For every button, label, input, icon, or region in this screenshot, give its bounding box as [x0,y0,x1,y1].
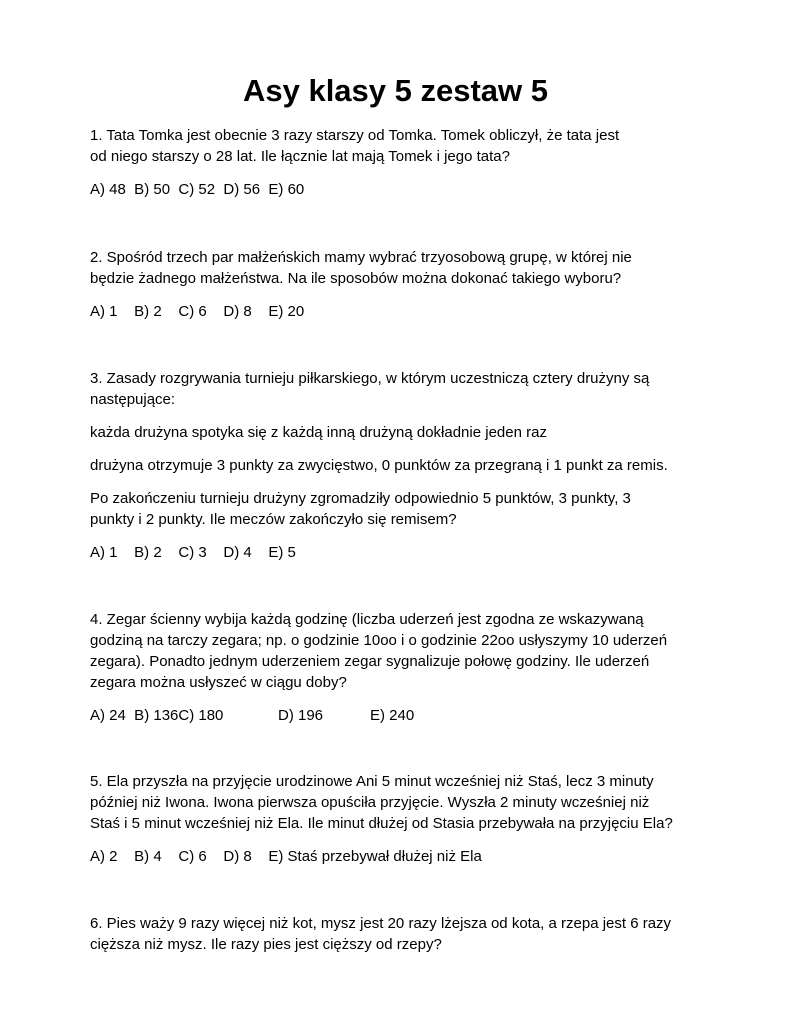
question-2-text-line-1: 2. Spośród trzech par małżeńskich mamy wybrać trzyosobową grupę, w której nie [90,249,632,266]
question-5-text-line-1: 5. Ela przyszła na przyjęcie urodzinowe Ani 5 minut wcześniej niż Staś, lecz 3 minuty [90,773,654,790]
question-5-text-line-2: później niż Iwona. Iwona pierwsza opuściła przyjęcie. Wyszła 2 minuty wcześniej niż [90,794,650,811]
question-1-text-line-2: od niego starszy o 28 lat. Ile łącznie lat mają Tomek i jego tata? [90,148,510,165]
question-4-text-line-1: 4. Zegar ścienny wybija każdą godzinę (liczba uderzeń jest zgodna ze wskazywaną [90,611,644,628]
question-5-answers: A) 2 B) 4 C) 6 D) 8 E) Staś przebywał dłużej niż Ela [90,848,482,865]
question-2-answers: A) 1 B) 2 C) 6 D) 8 E) 20 [90,303,305,320]
question-6-text-line-1: 6. Pies waży 9 razy więcej niż kot, mysz jest 20 razy lżejsza od kota, a rzepa jest 6 razy [90,915,672,932]
question-3-text-line-2: następujące: [90,391,176,408]
question-4-answers [90,706,490,726]
question-3-text-line-4: punkty i 2 punkty. Ile meczów zakończyło się remisem? [90,511,457,528]
question-3-answers: A) 1 B) 2 C) 3 D) 4 E) 5 [90,544,296,561]
question-3-rule-2: drużyna otrzymuje 3 punkty za zwycięstwo, 0 punktów za przegraną i 1 punkt za remis. [90,457,668,474]
question-2-text-line-2: będzie żadnego małżeństwa. Na ile sposobów można dokonać takiego wyboru? [90,270,622,287]
page-title: Asy klasy 5 zestaw 5 [242,73,549,108]
question-3-rule-1: każda drużyna spotyka się z każdą inną drużyną dokładnie jeden raz [90,424,547,441]
question-4-text-line-4: zegara można usłyszeć w ciągu doby? [90,674,347,691]
question-4-text-line-3: zegara). Ponadto jednym uderzeniem zegar sygnalizuje połowę godziny. Ile uderzeń [90,653,650,670]
question-5-text-line-3: Staś i 5 minut wcześniej niż Ela. Ile minut dłużej od Stasia przebywała na przyjęciu Ela? [90,815,673,832]
question-6-text-line-2: cięższa niż mysz. Ile razy pies jest cięższy od rzepy? [90,936,442,953]
question-4-answers-a-c: A) 24 B) 136C) 180 [90,707,224,724]
question-4-answer-d: D) 196 [278,707,324,724]
question-1-text-line-1: 1. Tata Tomka jest obecnie 3 razy starszy od Tomka. Tomek obliczył, że tata jest [90,127,620,144]
question-1-answers: A) 48 B) 50 C) 52 D) 56 E) 60 [90,181,305,198]
question-4-answer-e: E) 240 [370,707,415,724]
question-3-text-line-1: 3. Zasady rozgrywania turnieju piłkarskiego, w którym uczestniczą cztery drużyny są [90,370,650,387]
question-3-text-line-3: Po zakończeniu turnieju drużyny zgromadziły odpowiednio 5 punktów, 3 punkty, 3 [90,490,631,507]
question-4-text-line-2: godziną na tarczy zegara; np. o godzinie 10oo i o godzinie 22oo usłyszymy 10 uderzeń [90,632,668,649]
